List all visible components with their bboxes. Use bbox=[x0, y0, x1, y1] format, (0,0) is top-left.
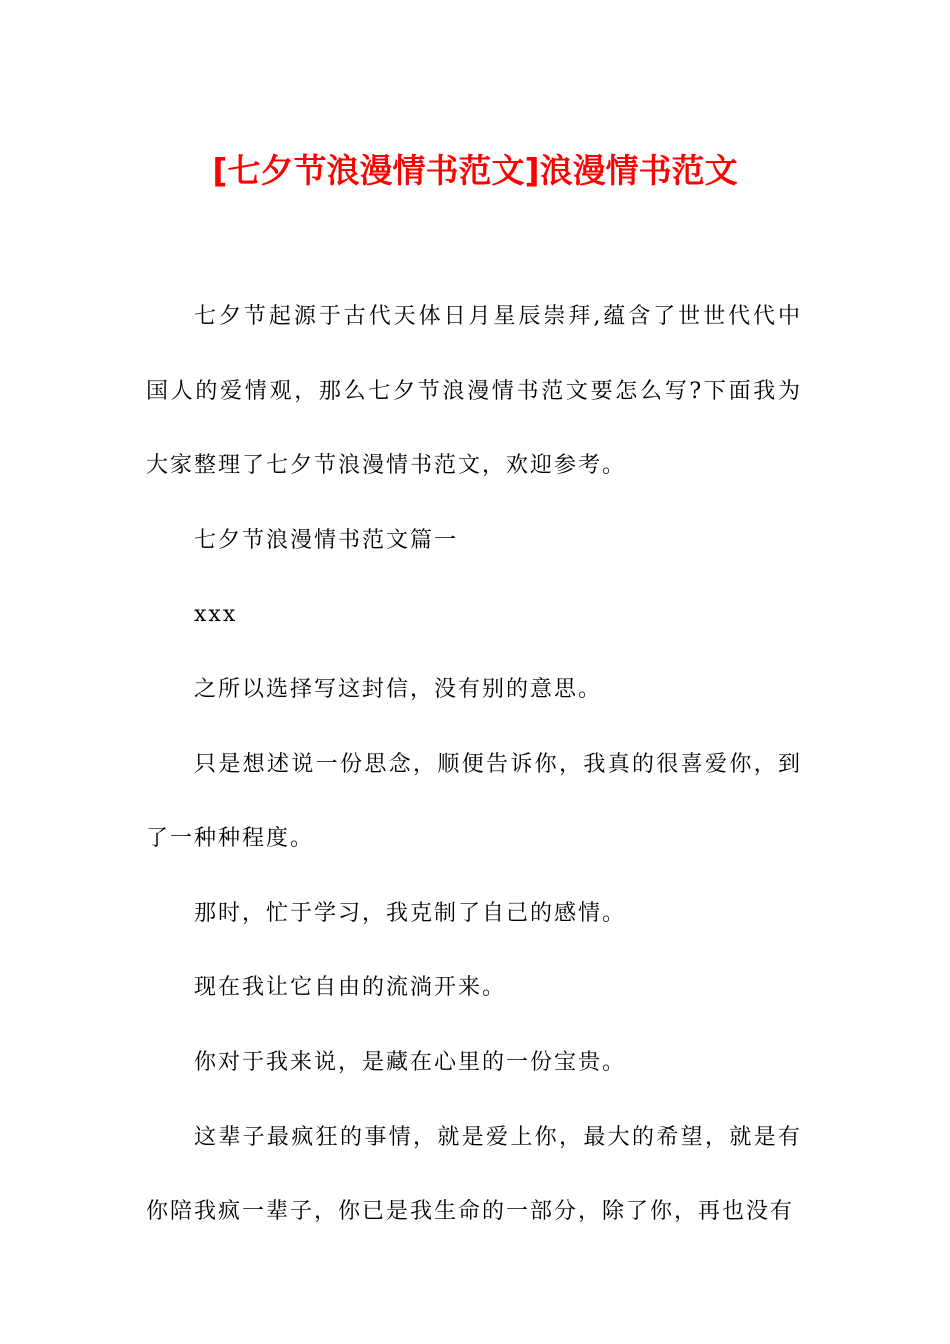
paragraph: 之所以选择写这封信，没有别的意思。 bbox=[194, 676, 603, 702]
paragraph-salutation: xxx bbox=[194, 602, 238, 628]
paragraph: 只是想述说一份思念，顺便告诉你，我真的很喜爱你，到了一种种程度。 bbox=[146, 751, 802, 852]
paragraph: 现在我让它自由的流淌开来。 bbox=[194, 975, 507, 1001]
paragraph: 你对于我来说，是藏在心里的一份宝贵。 bbox=[194, 1049, 627, 1075]
paragraph-intro: 七夕节起源于古代天体日月星辰崇拜,蕴含了世世代代中国人的爱情观，那么七夕节浪漫情书范文要怎么写?下面我为大家整理了七夕节浪漫情书范文，欢迎参考。 bbox=[146, 304, 802, 479]
paragraph: 这辈子最疯狂的事情，就是爱上你，最大的希望，就是有你陪我疯一辈子，你已是我生命的一部分，除了你，再也没有 bbox=[146, 1124, 802, 1225]
paragraph: 那时，忙于学习，我克制了自己的感情。 bbox=[194, 900, 627, 926]
document-title: [七夕节浪漫情书范文]浪漫情书范文 bbox=[212, 151, 738, 190]
paragraph-section-heading: 七夕节浪漫情书范文篇一 bbox=[194, 527, 459, 553]
document-body bbox=[146, 280, 802, 1250]
